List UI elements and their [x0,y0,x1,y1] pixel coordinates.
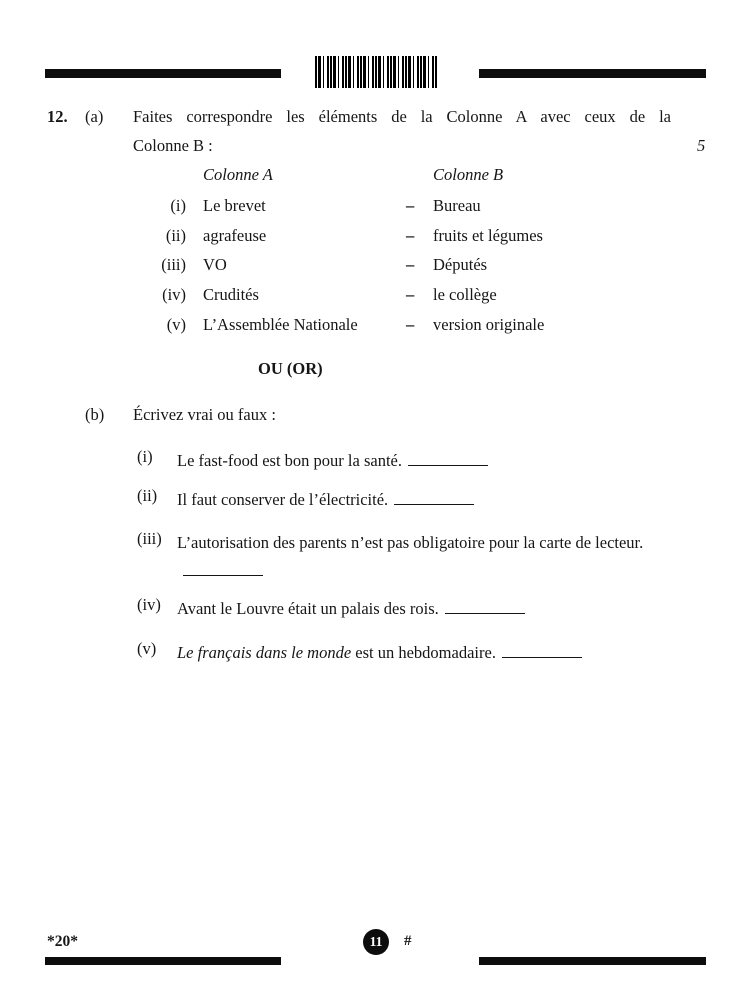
footer-hash: # [404,933,412,949]
item-numeral: (ii) [137,486,158,505]
column-a-header: Colonne A [203,165,273,184]
match-dash: – [406,315,415,334]
match-dash: – [406,255,415,274]
top-right-bar [479,69,706,78]
barcode [315,56,437,88]
question-number: 12. [47,107,68,126]
match-dash: – [406,226,415,245]
part-a-prompt-line1: Faites correspondre les éléments de la Colonne A avec ceux de la [133,107,671,126]
bottom-left-bar [45,957,281,965]
item-text [177,447,679,475]
marks-value: 5 [697,136,706,155]
answer-blank [445,600,525,614]
column-a-item: Crudités [203,285,259,304]
item-numeral: (v) [137,639,157,658]
match-row [0,255,750,279]
column-b-item: version originale [433,315,545,334]
column-b-item: Députés [433,255,488,274]
part-a-prompt-line2: Colonne B : [133,136,213,155]
item-text [177,486,679,514]
column-a-item: L’Assemblée Nationale [203,315,358,334]
part-b-label: (b) [85,405,105,424]
row-numeral: (ii) [165,226,186,245]
column-b-item: Bureau [433,196,481,215]
answer-blank [502,644,582,658]
item-sentence: est un hebdomadaire. [351,643,496,662]
item-title-italic: Le français dans le monde [177,643,352,662]
match-dash: – [406,285,415,304]
footer-code: *20* [47,933,78,950]
item-sentence: Le fast-food est bon pour la santé. [177,451,402,470]
answer-blank [408,452,488,466]
item-text [177,639,679,667]
item-numeral: (i) [137,447,153,466]
answer-blank [394,491,474,505]
column-a-item: agrafeuse [203,226,267,245]
bottom-right-bar [479,957,706,965]
part-a-label: (a) [85,107,104,126]
row-numeral: (i) [170,196,186,215]
page-number-badge [363,929,389,955]
or-separator: OU (OR) [258,359,323,378]
page-number: 11 [369,934,383,949]
match-row [0,315,750,339]
match-dash: – [406,196,415,215]
item-sentence: Avant le Louvre était un palais des rois. [177,599,439,618]
column-b-item: fruits et légumes [433,226,543,245]
item-text [177,529,679,585]
answer-blank [183,562,263,576]
column-a-item: VO [203,255,227,274]
part-b-prompt: Écrivez vrai ou faux : [133,405,276,424]
item-numeral: (iii) [137,529,162,548]
column-b-item: le collège [433,285,497,304]
top-left-bar [45,69,281,78]
item-numeral: (iv) [137,595,161,614]
match-row [0,196,750,220]
column-b-header: Colonne B [433,165,504,184]
match-row [0,285,750,309]
item-text [177,595,679,623]
item-sentence: Il faut conserver de l’électricité. [177,490,389,509]
row-numeral: (v) [166,315,186,334]
column-a-item: Le brevet [203,196,266,215]
item-sentence: L’autorisation des parents n’est pas obligatoire pour la carte de lecteur. [177,533,644,552]
row-numeral: (iii) [161,255,186,274]
match-row [0,226,750,250]
row-numeral: (iv) [162,285,186,304]
